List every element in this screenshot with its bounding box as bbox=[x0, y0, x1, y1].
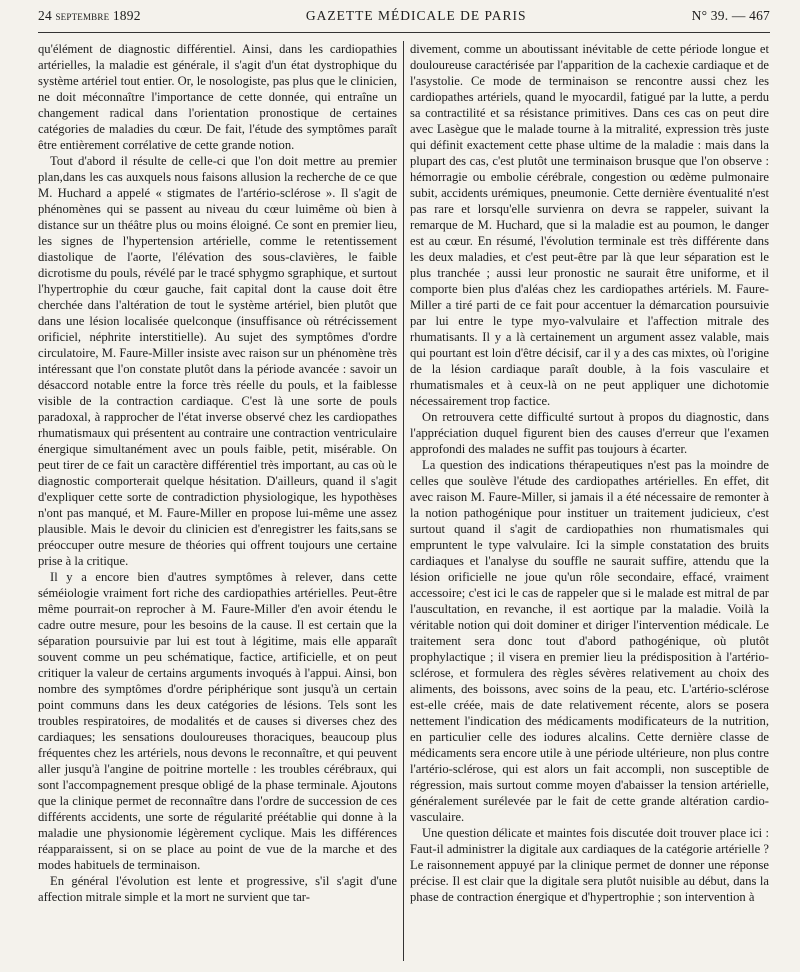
paragraph: Il y a encore bien d'autres symptômes à relever, dans cette séméiologie vraiment fort riche des cardiopathies artérielles. Peut-être même pourrait-on reprocher à M. Faure-Miller d'en avoir étendu le cadre outre mesure, pour les besoins de la cause. Il est certain que la séparation poursuivie par lui est tout à légitime, mais elle apparaît souvent comme un peu schématique, factice, artificielle, et on peut critiquer la valeur de certains arguments invoqués à l'appui. Ainsi, bon nombre des symptômes d'ordre périphérique sont jusqu'à un certain point communs dans les deux catégories de lésions. Tels sont les troubles respiratoires, de modalités et de causes si diverses chez des cardiaques; les sensations douloureuses thoraciques, beaucoup plus fréquentes chez les artériels, nous devons le reconnaître, et qui peuvent aller jusqu'à l'angine de poitrine mortelle : les troubles cérébraux, qui sont l'accompagnement presque obligé de la phase terminale. Ajoutons que la clinique permet de reconnaître dans l'ordre de succession de ces différents accidents, une sorte de régularité préétablie qui donne à la maladie une physionomie légèrement cyclique. Mais les différences réapparaissent, si on se place au point de vue de la marche et des modes habituels de terminaison. bbox=[38, 570, 397, 872]
header-date: 24 septembre 1892 bbox=[38, 8, 141, 23]
paragraph: qu'élément de diagnostic différentiel. Ainsi, dans les cardiopathies artérielles, la maladie est générale, il s'agit d'un état dystrophique du système artériel tout entier. Or, le nosologiste, pas plus que le clinicien, ne doit méconnaître l'importance de cette donnée, qui entraîne un changement radical dans l'orientation pronostique de certaines catégories de maladies du cœur. De fait, l'étude des symptômes paraît être entièrement corrélative de cette grande notion. bbox=[38, 42, 397, 152]
paragraph: En général l'évolution est lente et progressive, s'il s'agit d'une affection mitrale simple et la mort ne survient que tar- bbox=[38, 874, 397, 904]
article-columns bbox=[38, 41, 770, 961]
page-header bbox=[38, 8, 770, 30]
header-rule bbox=[38, 32, 770, 33]
header-journal-title: GAZETTE MÉDICALE DE PARIS bbox=[305, 8, 527, 23]
paragraph: Une question délicate et maintes fois discutée doit trouver place ici : Faut-il administrer la digitale aux cardiaques de la catégorie artérielle ? Le raisonnement appuyé par la clinique permet de donner une réponse précise. Il est clair que la digitale sera plutôt nuisible au début, dans la phase de contraction énergique et d'hypertrophie ; son intervention à bbox=[410, 826, 769, 904]
right-column bbox=[404, 41, 769, 961]
header-issue-number: N° 39. — 467 bbox=[691, 8, 770, 23]
paragraph: Tout d'abord il résulte de celle-ci que l'on doit mettre au premier plan,dans les cas auxquels nous faisons allusion la recherche de ce que M. Huchard a appelé « stigmates de l'artério-sclérose ». Il s'agit de phénomènes qui se passent au niveau du cœur luimême où bien à distance sur un théâtre plus ou moins éloigné. Ce sont en premier lieu, les signes de l'hypertension artérielle, comme le retentissement diastolique de l'aorte, l'élévation des sous-clavières, le faible dicrotisme du pouls, révélé par le tracé sphygmo sgraphique, et surtout l'hypertrophie du cœur gauche, fait capital dont la cause doit être cherchée dans l'altération de tout le système artériel, bien plutôt que dans une lésion localisée quelconque (insuffisance où rétrécissement orificiel, néphrite interstitielle). Au sujet des symptômes d'ordre circulatoire, M. Faure-Miller insiste avec raison sur un phénomène très intéressant que l'on constate plutôt dans la période avancée : savoir un désaccord notable entre la force très réelle du pouls, et la faiblesse visible de la contraction cardiaque. C'est là une sorte de pouls paradoxal, à rapprocher de l'état inverse observé chez les cardiopathes rhumatismaux qui présentent au contraire une contraction ventriculaire énergique simultanément avec un pouls faible, petit, misérable. On peut tirer de ce fait un caractère différentiel très important, au cas où le diagnostic comporterait quelque hésitation. D'ailleurs, quand il s'agit d'expliquer cette sorte de contradiction physiologique, les hypothèses n'ont pas manqué, et M. Faure-Miller en propose lui-même une assez plausible. Mais le devoir du clinicien est d'enregistrer les faits,sans se préoccuper outre mesure de théories qui offrent toujours une certaine prise à la critique. bbox=[38, 154, 397, 568]
paragraph: divement, comme un aboutissant inévitable de cette période longue et douloureuse caractérisée par l'apparition de la cachexie cardiaque et de l'asystolie. Ce mode de terminaison se rencontre aussi chez les cardiopathes artériels, quand le myocardil, fatigué par la lutte, a perdu sa contractilité et sa résistance primitives. Dans ces cas on peut dire avec Lasègue que le malade tourne à la mitralité, expression très juste qui définit exactement cette phase ultime de la maladie : mais dans la plupart des cas, c'est plutôt une terminaison brusque que l'on observe : hémorragie ou embolie cérébrale, congestion ou œdème pulmonaire subit, accidents urémiques, pneumonie. Cette dernière éventualité n'est pas rare et lorsqu'elle survienra on devra se rappeler, suivant la remarque de M. Huchard, que si la maladie est au poumon, le danger est au cœur. En résumé, l'évolution terminale est très différente dans les deux maladies, et c'est peut-être par là que leur séparation est le plus tranchée ; aussi leur pronostic ne saurait être uniforme, et il comporte bien plus d'aléas chez les cardiopathes artériels. M. Faure-Miller a tiré parti de ce fait pour accentuer la démarcation poursuivie par lui entre le type myo-valvulaire et l'affection mitrale des rhumatisants. Il y a là certainement un argument assez valable, mais qui pourtant est loin d'être décisif, car il y a des cas mixtes, où l'origine de la lésion cardiaque paraît double, à la fois vasculaire et rhumatismales et à ceux-là on ne peut appliquer une dichotomie nécessairement trop factice. bbox=[410, 42, 769, 408]
left-column bbox=[38, 41, 403, 961]
paragraph: On retrouvera cette difficulté surtout à propos du diagnostic, dans l'appréciation duquel figurent bien des causes d'erreur que l'examen approfondi des malades ne suffit pas toujours à écarter. bbox=[410, 410, 769, 456]
paragraph: La question des indications thérapeutiques n'est pas la moindre de celles que soulève l'étude des cardiopathes artérielles. En effet, dit avec raison M. Faure-Miller, si jamais il a été nécessaire de remonter à la notion pathogénique pour instituer un traitement judicieux, c'est surtout quand il s'agit de cardiopathies non rhumatismales qui empruntent le type valvulaire. Ici la simple constatation des bruits cardiaques et l'analyse du souffle ne saurait suffire, attendu que la lésion orificielle ne joue qu'un rôle secondaire, effacé, vraiment accessoire; c'est ici le cas de rappeler que si le malade est mitral de par l'auscultation, en revanche, il est aortique par la maladie. Voilà la véritable notion qui doit dominer et diriger l'intervention médicale. Le traitement sera donc tout d'abord pathogénique, où plutôt prophylactique ; il visera en premier lieu la prédisposition à l'artério-sclérose, et formulera des règles sévères relativement au choix des aliments, des boissons, avec soins de la peau, etc. L'artério-sclérose est-elle créée, mais de date relativement récente, alors se posera nettement l'indication des médicaments modificateurs de la nutrition, en particulier celle des iodures alcalins. Cette dernière classe de médicaments sera encore utile à une période ultérieure, non plus contre l'artério-sclérose, qui est alors un fait accompli, non susceptible de régression, mais surtout comme moyen d'abaisser la tension artérielle, généralement surélevée par le fait de cette grande altération cardio-vasculaire. bbox=[410, 458, 769, 824]
